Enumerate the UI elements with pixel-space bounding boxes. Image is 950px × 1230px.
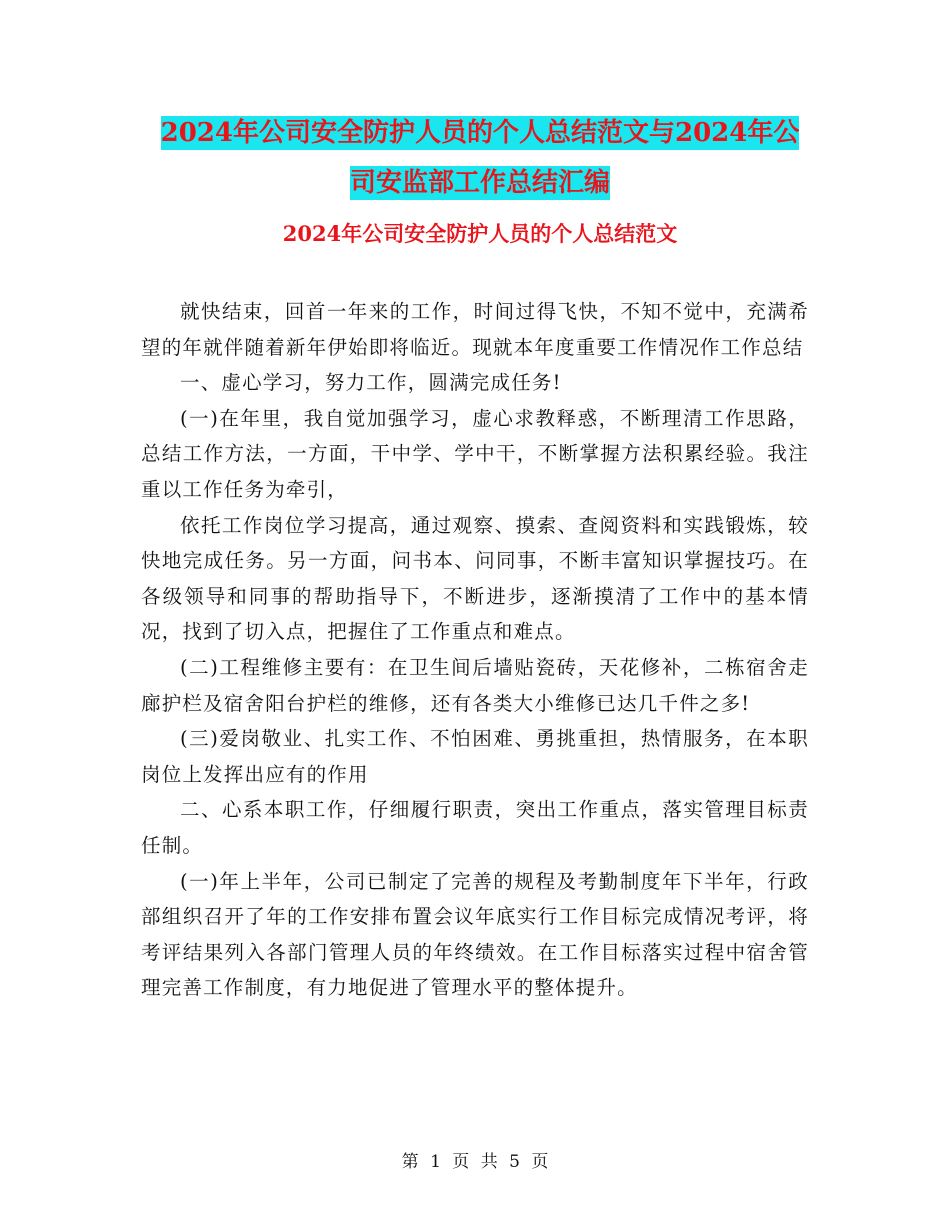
paragraph: (三)爱岗敬业、扎实工作、不怕困难、勇挑重担，热情服务，在本职岗位上发挥出应有的作用 — [141, 727, 809, 786]
paragraph: 就快结束，回首一年来的工作，时间过得飞快，不知不觉中，充满希望的年就伴随着新年伊始即将临近。现就本年度重要工作情况作工作总结 — [141, 300, 809, 359]
title-line-1: 2024年公司安全防护人员的个人总结范文与2024年公 — [160, 118, 800, 148]
section-title: 2024年公司安全防护人员的个人总结范文 — [282, 221, 678, 246]
paragraph: 依托工作岗位学习提高，通过观察、摸索、查阅资料和实践锻炼，较快地完成任务。另一方面，问书本、问同事，不断丰富知识掌握技巧。在各级领导和同事的帮助指导下，不断进步，逐渐摸清了工作中的基本情况，找到了切入点，把握住了工作重点和难点。 — [141, 513, 809, 644]
document-body — [141, 294, 809, 1006]
paragraph: (一)在年里，我自觉加强学习，虚心求教释惑，不断理清工作思路，总结工作方法，一方面，干中学、学中干，不断掌握方法积累经验。我注重以工作任务为牵引， — [141, 406, 809, 501]
document-title — [140, 108, 820, 208]
title-line-2: 司安监部工作总结汇编 — [349, 168, 610, 198]
paragraph: 二、心系本职工作，仔细履行职责，突出工作重点，落实管理目标责任制。 — [141, 798, 809, 857]
paragraph: 一、虚心学习，努力工作，圆满完成任务! — [180, 371, 562, 395]
paragraph: (一)年上半年，公司已制定了完善的规程及考勤制度年下半年，行政部组织召开了年的工作安排布置会议年底实行工作目标完成情况考评，将考评结果列入各部门管理人员的年终绩效。在工作目标落实过程中宿舍管理完善工作制度，有力地促进了管理水平的整体提升。 — [141, 869, 809, 1000]
page-number-footer: 第 1 页 共 5 页 — [401, 1152, 549, 1172]
paragraph: (二)工程维修主要有：在卫生间后墙贴瓷砖，天花修补，二栋宿舍走廊护栏及宿舍阳台护栏的维修，还有各类大小维修已达几千件之多! — [141, 655, 809, 715]
